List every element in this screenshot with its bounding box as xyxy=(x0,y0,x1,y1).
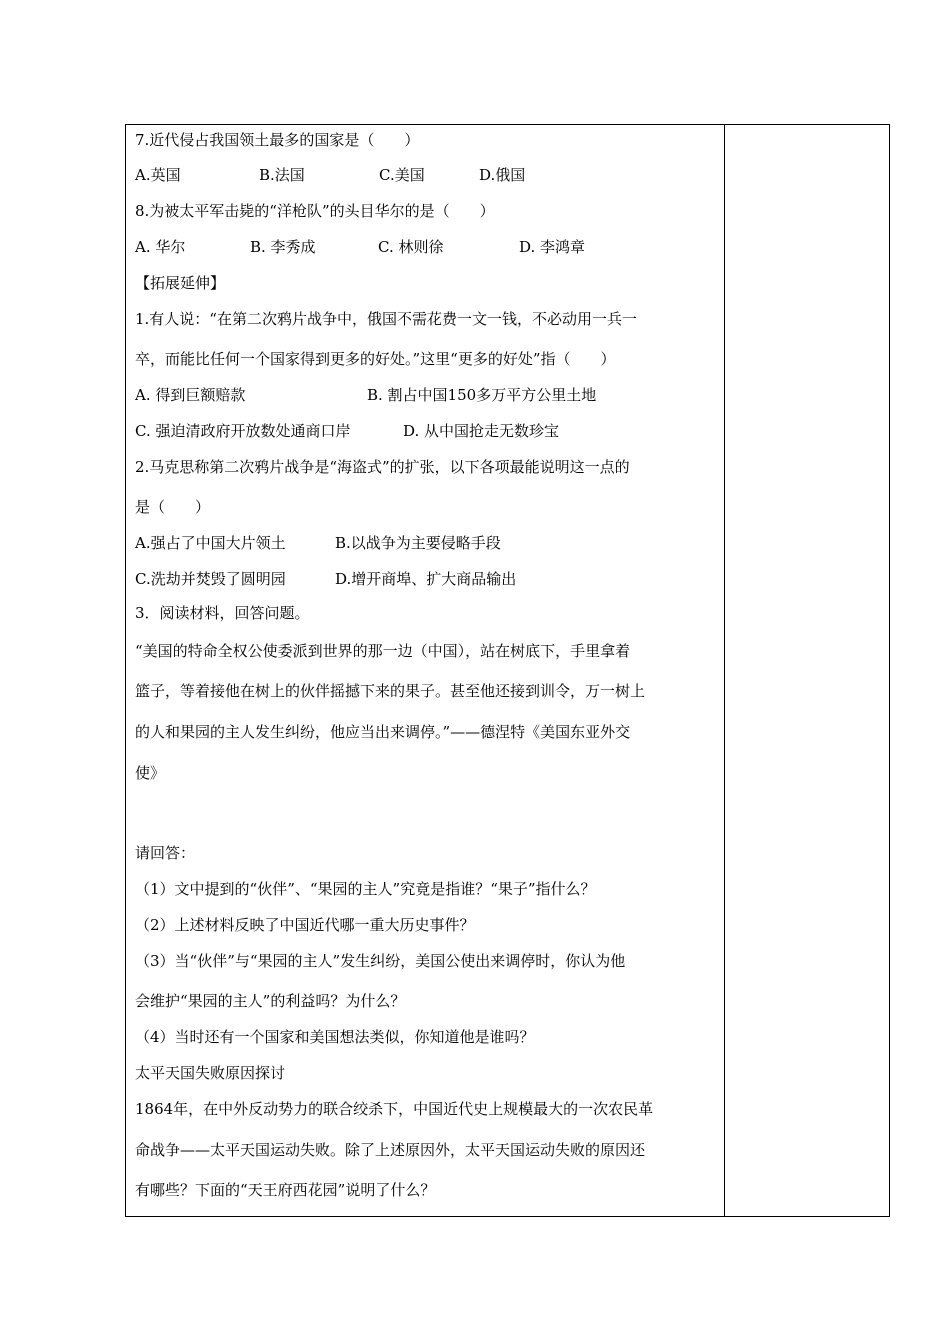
ext-q1-stem-line1: 1.有人说：“在第二次鸦片战争中，俄国不需花费一文一钱，不必动用一兵一 xyxy=(135,310,637,328)
section-heading-extension: 【拓展延伸】 xyxy=(135,274,226,292)
ext-q3-sub4: （4）当时还有一个国家和美国想法类似，你知道他是谁吗？ xyxy=(135,1028,535,1046)
taiping-line3: 有哪些？下面的“天王府西花园”说明了什么？ xyxy=(135,1181,436,1199)
ext-q2-option-b: B.以战争为主要侵略手段 xyxy=(335,534,501,552)
q7-option-a: A.英国 xyxy=(135,166,181,184)
ext-q3-material-line3: 的人和果园的主人发生纠纷，他应当出来调停。”——德涅特《美国东亚外交 xyxy=(135,723,631,741)
ext-q3-material-line2: 篮子，等着接他在树上的伙伴摇撼下来的果子。甚至他还接到训令，万一树上 xyxy=(135,682,646,700)
ext-q3-prompt: 请回答： xyxy=(135,844,196,862)
column-divider xyxy=(724,125,725,1216)
ext-q3-sub2: （2）上述材料反映了中国近代哪一重大历史事件？ xyxy=(135,916,475,934)
q7-option-b: B.法国 xyxy=(259,166,305,184)
ext-q2-stem-line1: 2.马克思称第二次鸦片战争是“海盗式”的扩张，以下各项最能说明这一点的 xyxy=(135,458,630,476)
ext-q1-option-b: B. 割占中国150多万平方公里土地 xyxy=(367,386,597,404)
worksheet-table xyxy=(125,124,890,1217)
ext-q3-stem: 3．阅读材料，回答问题。 xyxy=(135,604,310,622)
q7-option-d: D.俄国 xyxy=(479,166,526,184)
q8-option-c: C. 林则徐 xyxy=(378,238,444,256)
ext-q3-material-line1: “美国的特命全权公使委派到世界的那一边（中国），站在树底下，手里拿着 xyxy=(135,642,631,660)
taiping-line1: 1864年，在中外反动势力的联合绞杀下，中国近代史上规模最大的一次农民革 xyxy=(135,1100,654,1118)
taiping-line2: 命战争——太平天国运动失败。除了上述原因外，太平天国运动失败的原因还 xyxy=(135,1141,646,1159)
q7-option-c: C.美国 xyxy=(379,166,425,184)
ext-q2-option-a: A.强占了中国大片领土 xyxy=(135,534,286,552)
ext-q1-option-c: C. 强迫清政府开放数处通商口岸 xyxy=(135,422,351,440)
ext-q1-option-a: A. 得到巨额赔款 xyxy=(135,386,246,404)
q8-option-d: D. 李鸿章 xyxy=(519,238,586,256)
ext-q2-option-d: D.增开商埠、扩大商品输出 xyxy=(335,570,517,588)
q8-stem: 8.为被太平军击毙的“洋枪队”的头目华尔的是（ ） xyxy=(135,202,495,220)
ext-q3-sub1: （1）文中提到的“伙伴”、“果园的主人”究竟是指谁？“果子”指什么？ xyxy=(135,880,596,898)
ext-q1-stem-line2: 卒，而能比任何一个国家得到更多的好处。”这里“更多的好处”指（ ） xyxy=(135,350,616,368)
notes-cell xyxy=(726,125,889,1216)
ext-q2-stem-line2: 是（ ） xyxy=(135,498,211,516)
ext-q1-option-d: D. 从中国抢走无数珍宝 xyxy=(403,422,560,440)
q7-stem: 7.近代侵占我国领土最多的国家是（ ） xyxy=(135,131,420,149)
ext-q3-sub3-line2: 会维护“果园的主人”的利益吗？为什么？ xyxy=(135,992,406,1010)
taiping-title: 太平天国失败原因探讨 xyxy=(135,1064,286,1082)
ext-q3-material-line4: 使》 xyxy=(135,764,166,782)
ext-q3-sub3-line1: （3）当“伙伴”与“果园的主人”发生纠纷，美国公使出来调停时，你认为他 xyxy=(135,952,626,970)
ext-q2-option-c: C.洗劫并焚毁了圆明园 xyxy=(135,570,286,588)
q8-option-b: B. 李秀成 xyxy=(250,238,316,256)
q8-option-a: A. 华尔 xyxy=(135,238,186,256)
